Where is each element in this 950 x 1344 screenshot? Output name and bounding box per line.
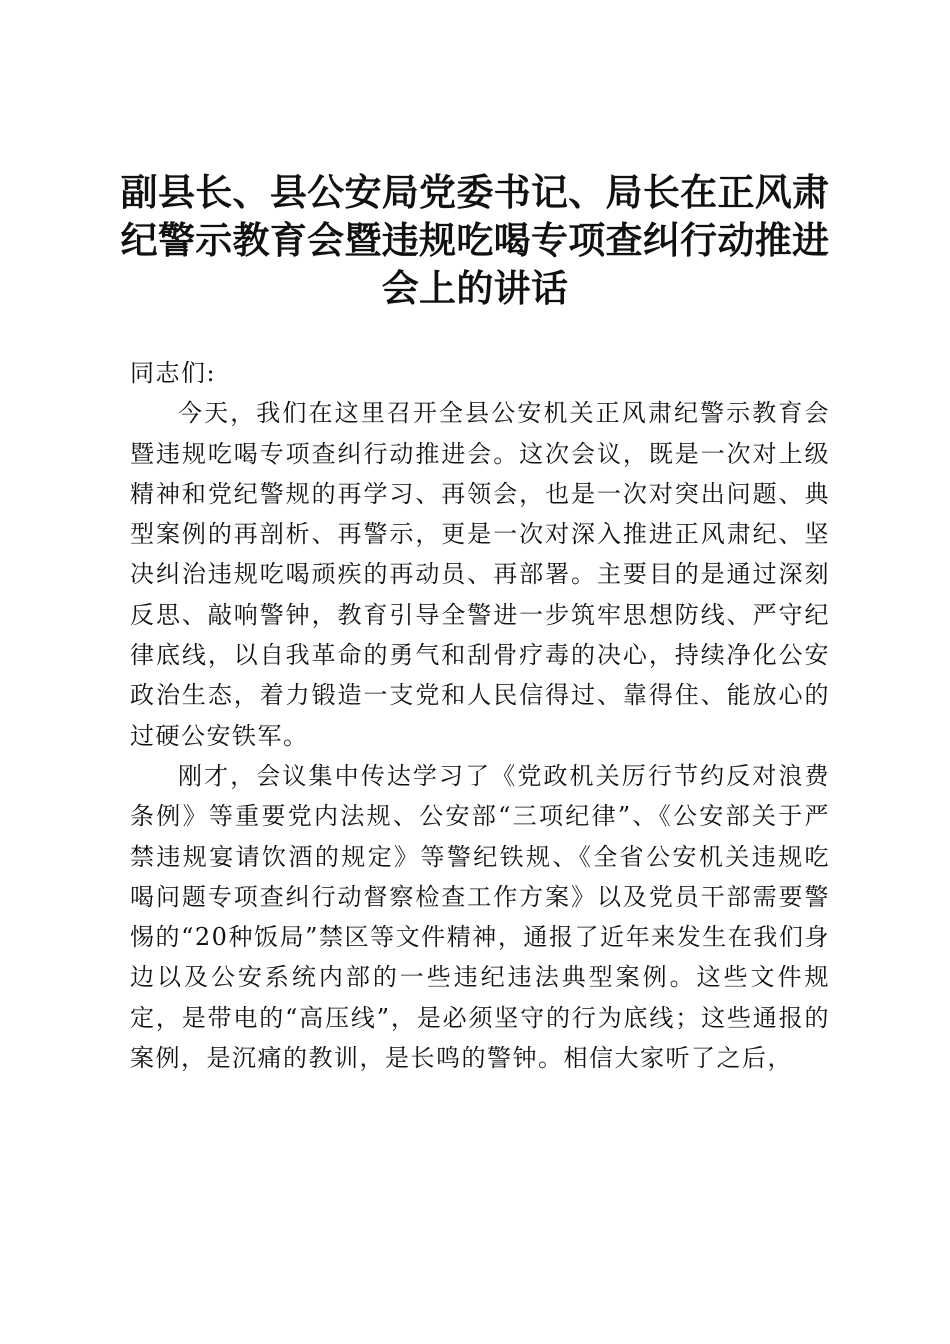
salutation: 同志们: xyxy=(130,359,217,387)
document-title: 副县长、县公安局党委书记、局长在正风肃纪警示教育会暨违规吃喝专项查纠行动推进会上的讲话 xyxy=(120,170,830,310)
document-body xyxy=(130,353,830,1078)
paragraph-2: 刚才，会议集中传达学习了《党政机关厉行节约反对浪费条例》等重要党内法规、公安部“三项纪律”、《公安部关于严禁违规宴请饮酒的规定》等警纪铁规、《全省公安机关违规吃喝问题专项查纠行动督察检查工作方案》以及党员干部需要警惕的“20种饭局”禁区等文件精神，通报了近年来发生在我们身边以及公安系统内部的一些违纪违法典型案例。这些文件规定，是带电的“高压线”，是必须坚守的行为底线；这些通报的案例，是沉痛的教训，是长鸣的警钟。相信大家听了之后， xyxy=(130,761,830,1073)
paragraph-1: 今天，我们在这里召开全县公安机关正风肃纪警示教育会暨违规吃喝专项查纠行动推进会。这次会议，既是一次对上级精神和党纪警规的再学习、再领会，也是一次对突出问题、典型案例的再剖析、再警示，更是一次对深入推进正风肃纪、坚决纠治违规吃喝顽疾的再动员、再部署。主要目的是通过深刻反思、敲响警钟，教育引导全警进一步筑牢思想防线、严守纪律底线，以自我革命的勇气和刮骨疗毒的决心，持续净化公安政治生态，着力锻造一支党和人民信得过、靠得住、能放心的过硬公安铁军。 xyxy=(130,399,830,750)
